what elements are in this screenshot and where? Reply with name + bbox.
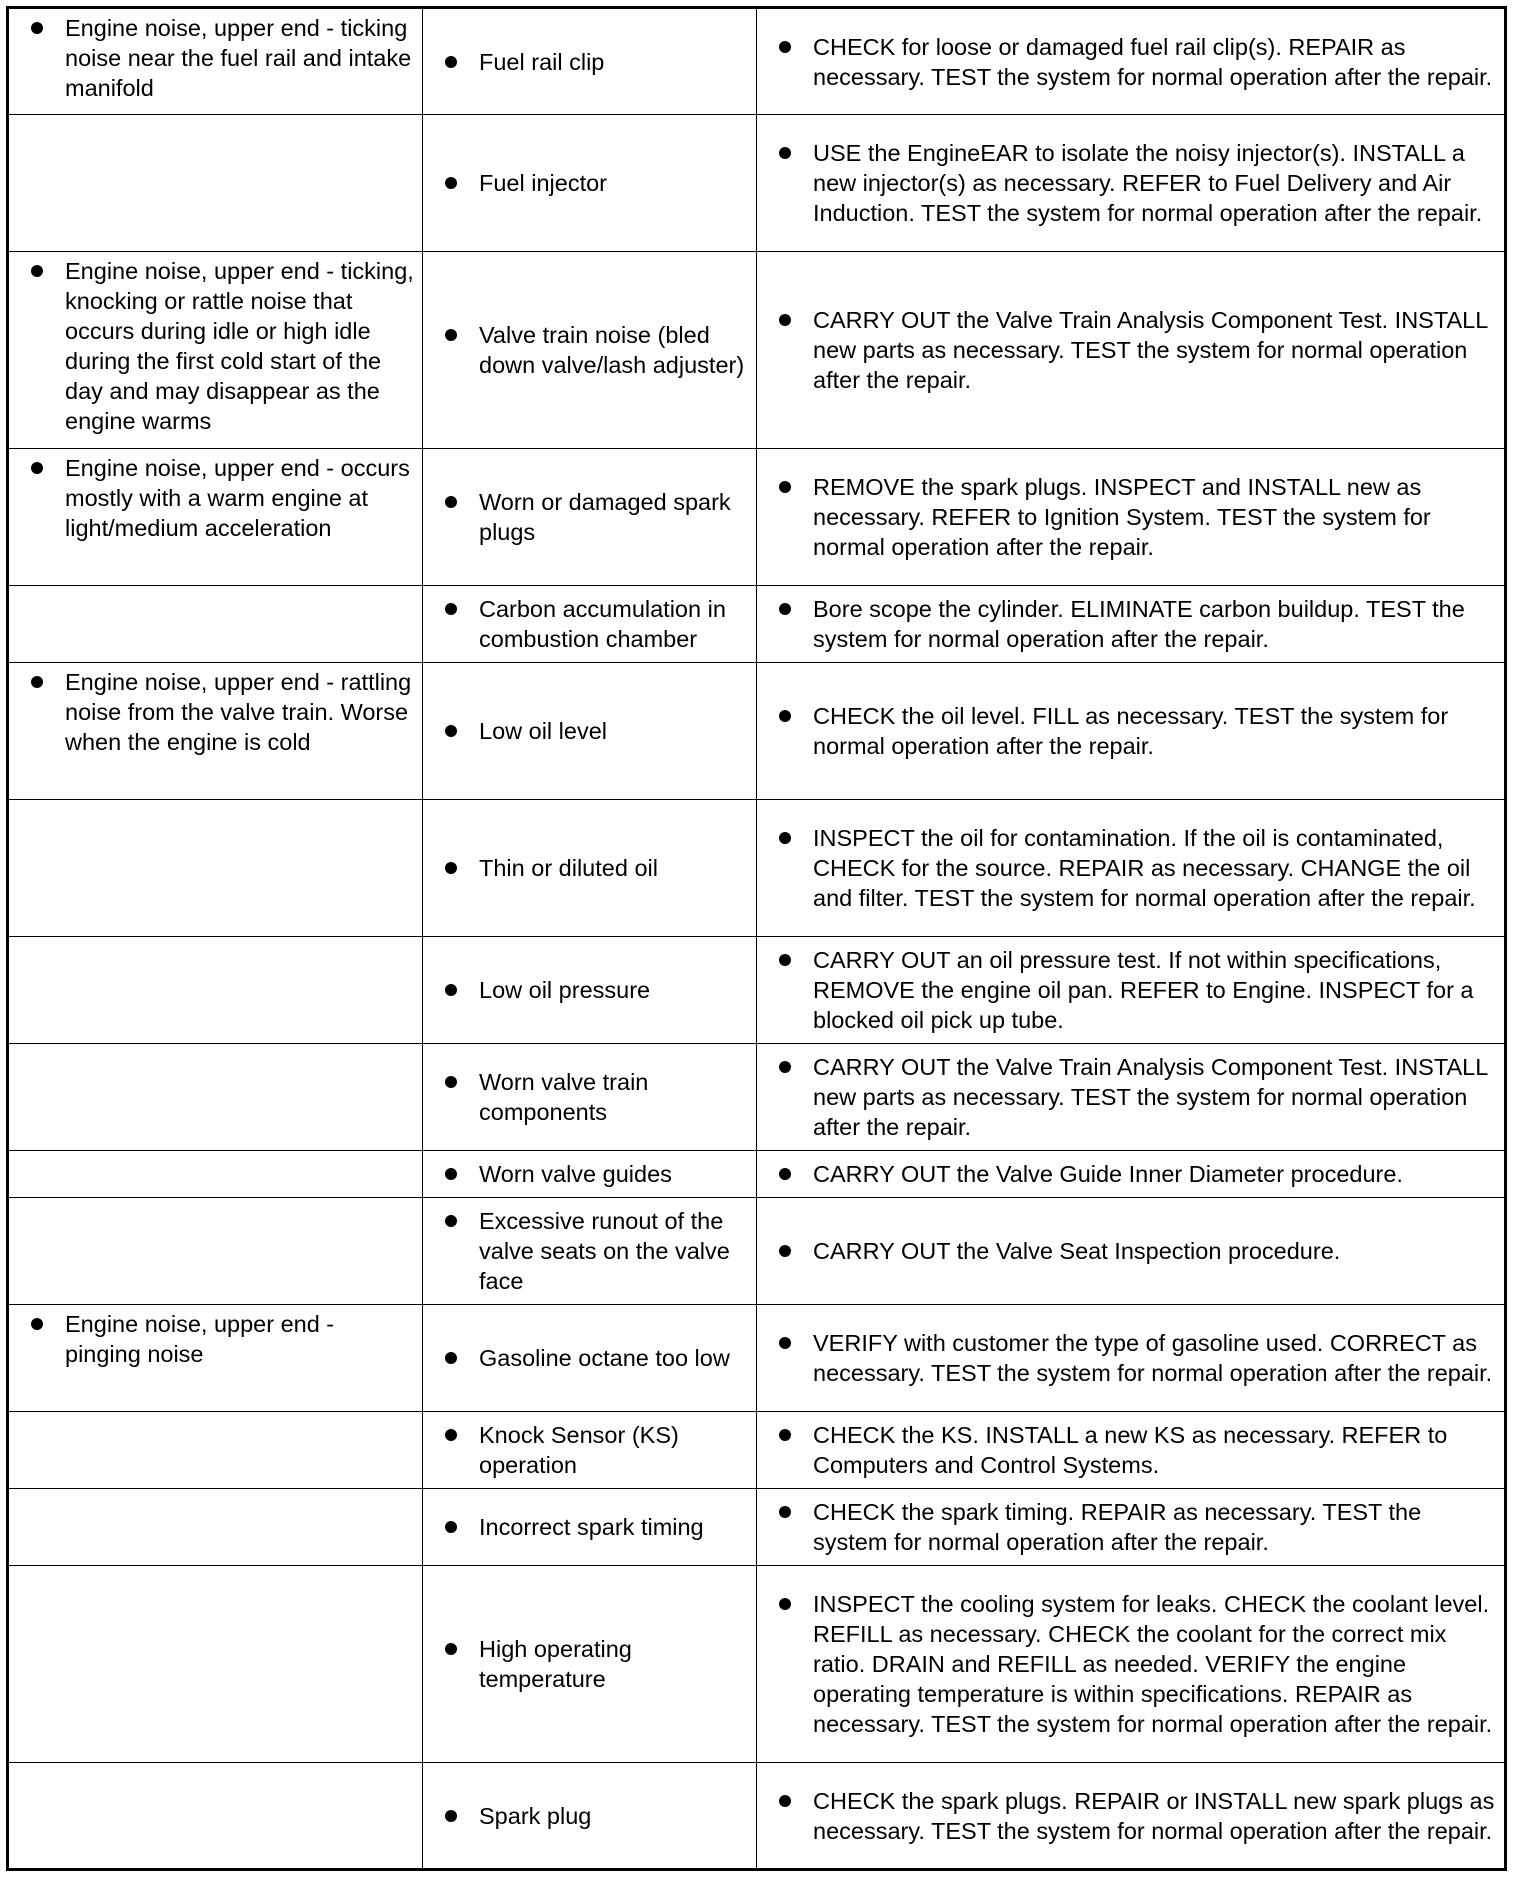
- table-row: [8, 1151, 1506, 1198]
- condition-cell: [8, 8, 423, 115]
- bullet-icon: [779, 314, 791, 326]
- condition-cell: [8, 1044, 423, 1151]
- source-cell: [423, 8, 757, 115]
- bullet-icon: [779, 710, 791, 722]
- bullet-item: [423, 487, 748, 547]
- source-cell: [423, 586, 757, 663]
- bullet-item: [423, 594, 748, 654]
- bullet-item: [423, 1343, 748, 1373]
- bullet-icon: [31, 676, 43, 688]
- table-row: [8, 1566, 1506, 1763]
- bullet-item: [423, 168, 748, 198]
- action-text: USE the EngineEAR to isolate the noisy injector(s). INSTALL a new injector(s) as necessary. REFER to Fuel Delivery and Air Induction. TEST the system for normal operation after the repair.: [813, 140, 1483, 226]
- bullet-icon: [445, 1643, 457, 1655]
- action-cell: [757, 115, 1506, 252]
- source-cell: [423, 1489, 757, 1566]
- source-cell: [423, 449, 757, 586]
- table-row: [8, 937, 1506, 1044]
- table-row: [8, 1305, 1506, 1412]
- action-cell: [757, 1305, 1506, 1412]
- bullet-item: [757, 1328, 1496, 1388]
- source-cell: [423, 1198, 757, 1305]
- table-row: [8, 1044, 1506, 1151]
- bullet-icon: [779, 1337, 791, 1349]
- table-row: [8, 586, 1506, 663]
- action-cell: [757, 8, 1506, 115]
- bullet-item: [423, 1420, 748, 1480]
- source-cell: [423, 1566, 757, 1763]
- bullet-item: [757, 1497, 1496, 1557]
- bullet-icon: [445, 1215, 457, 1227]
- table-row: [8, 1763, 1506, 1870]
- action-text: CHECK for loose or damaged fuel rail clip(s). REPAIR as necessary. TEST the system for normal operation after the repair.: [813, 33, 1493, 90]
- source-text: Fuel injector: [479, 170, 607, 196]
- action-text: INSPECT the cooling system for leaks. CHECK the coolant level. REFILL as necessary. CHECK the coolant for the correct mix ratio. DRAIN and REFILL as needed. VERIFY the engine operating temperature is within specifications. REPAIR as necessary. TEST the system for normal operation after the repair.: [813, 1591, 1493, 1737]
- source-text: High operating temperature: [479, 1636, 632, 1692]
- condition-cell: [8, 1198, 423, 1305]
- bullet-item: [757, 305, 1496, 395]
- bullet-item: [423, 1159, 748, 1189]
- bullet-icon: [445, 329, 457, 341]
- bullet-item: [757, 1159, 1496, 1189]
- bullet-icon: [445, 1521, 457, 1533]
- action-cell: [757, 1151, 1506, 1198]
- source-cell: [423, 115, 757, 252]
- bullet-item: [757, 1786, 1496, 1846]
- source-text: Knock Sensor (KS) operation: [479, 1422, 679, 1478]
- bullet-icon: [779, 1061, 791, 1073]
- action-cell: [757, 800, 1506, 937]
- action-text: CHECK the oil level. FILL as necessary. TEST the system for normal operation after the repair.: [813, 703, 1449, 759]
- bullet-icon: [779, 41, 791, 53]
- bullet-item: [757, 594, 1496, 654]
- source-text: Worn valve train components: [479, 1069, 649, 1125]
- source-text: Gasoline octane too low: [479, 1345, 730, 1371]
- condition-cell: [8, 1412, 423, 1489]
- bullet-item: [9, 13, 414, 103]
- bullet-icon: [31, 462, 43, 474]
- table-row: [8, 800, 1506, 937]
- table-body: [8, 8, 1506, 1870]
- bullet-item: [423, 1801, 748, 1831]
- bullet-icon: [779, 1795, 791, 1807]
- source-cell: [423, 1305, 757, 1412]
- bullet-icon: [445, 177, 457, 189]
- bullet-item: [757, 1589, 1496, 1739]
- bullet-item: [423, 1634, 748, 1694]
- bullet-icon: [779, 1506, 791, 1518]
- condition-text: Engine noise, upper end - ticking noise near the fuel rail and intake manifold: [65, 15, 412, 101]
- bullet-icon: [779, 147, 791, 159]
- source-cell: [423, 1044, 757, 1151]
- bullet-icon: [445, 725, 457, 737]
- table-row: [8, 1489, 1506, 1566]
- bullet-icon: [779, 1168, 791, 1180]
- table-row: [8, 252, 1506, 449]
- condition-cell: [8, 1566, 423, 1763]
- bullet-item: [757, 138, 1496, 228]
- condition-cell: [8, 586, 423, 663]
- action-cell: [757, 937, 1506, 1044]
- condition-text: Engine noise, upper end - occurs mostly with a warm engine at light/medium acceleration: [65, 455, 410, 541]
- source-cell: [423, 252, 757, 449]
- source-text: Worn or damaged spark plugs: [479, 489, 731, 545]
- action-cell: [757, 449, 1506, 586]
- condition-cell: [8, 1489, 423, 1566]
- bullet-icon: [445, 862, 457, 874]
- table-row: [8, 1198, 1506, 1305]
- bullet-icon: [445, 603, 457, 615]
- action-cell: [757, 1489, 1506, 1566]
- action-text: CARRY OUT the Valve Train Analysis Component Test. INSTALL new parts as necessary. TEST the system for normal operation after the repair.: [813, 307, 1488, 393]
- source-cell: [423, 937, 757, 1044]
- table-row: [8, 663, 1506, 800]
- condition-cell: [8, 663, 423, 800]
- source-text: Low oil pressure: [479, 977, 651, 1003]
- source-text: Spark plug: [479, 1802, 592, 1829]
- action-cell: [757, 1763, 1506, 1870]
- action-text: CARRY OUT the Valve Seat Inspection procedure.: [813, 1238, 1341, 1264]
- source-text: Valve train noise (bled down valve/lash adjuster): [479, 322, 745, 378]
- bullet-icon: [445, 1352, 457, 1364]
- bullet-item: [423, 320, 748, 380]
- bullet-item: [9, 256, 414, 436]
- bullet-icon: [779, 832, 791, 844]
- bullet-item: [423, 975, 748, 1005]
- action-text: REMOVE the spark plugs. INSPECT and INSTALL new as necessary. REFER to Ignition System. TEST the system for normal operation after the repair.: [813, 474, 1431, 560]
- bullet-item: [423, 716, 748, 746]
- action-text: INSPECT the oil for contamination. If the oil is contaminated, CHECK for the source. REPAIR as necessary. CHANGE the oil and filter. TEST the system for normal operation after the repair.: [813, 825, 1476, 911]
- bullet-item: [423, 1206, 748, 1296]
- action-cell: [757, 586, 1506, 663]
- bullet-icon: [31, 265, 43, 277]
- bullet-icon: [445, 1168, 457, 1180]
- source-text: Incorrect spark timing: [479, 1514, 704, 1540]
- bullet-item: [9, 453, 414, 543]
- source-text: Fuel rail clip: [479, 48, 605, 75]
- action-cell: [757, 1198, 1506, 1305]
- action-text: Bore scope the cylinder. ELIMINATE carbon buildup. TEST the system for normal operation after the repair.: [813, 596, 1465, 652]
- source-text: Worn valve guides: [479, 1161, 672, 1187]
- action-cell: [757, 1044, 1506, 1151]
- action-text: CARRY OUT the Valve Guide Inner Diameter procedure.: [813, 1161, 1403, 1187]
- bullet-icon: [445, 496, 457, 508]
- bullet-icon: [779, 954, 791, 966]
- bullet-icon: [31, 1318, 43, 1330]
- source-cell: [423, 1151, 757, 1198]
- condition-cell: [8, 937, 423, 1044]
- bullet-item: [423, 1067, 748, 1127]
- condition-cell: [8, 800, 423, 937]
- bullet-icon: [779, 1245, 791, 1257]
- bullet-icon: [779, 603, 791, 615]
- source-cell: [423, 1412, 757, 1489]
- action-cell: [757, 663, 1506, 800]
- condition-text: Engine noise, upper end - rattling noise from the valve train. Worse when the engine is cold: [65, 669, 412, 755]
- bullet-item: [757, 472, 1496, 562]
- condition-cell: [8, 252, 423, 449]
- bullet-item: [423, 853, 748, 883]
- action-text: CHECK the spark timing. REPAIR as necessary. TEST the system for normal operation after the repair.: [813, 1499, 1422, 1555]
- source-cell: [423, 663, 757, 800]
- bullet-item: [757, 1236, 1496, 1266]
- bullet-icon: [445, 984, 457, 996]
- source-cell: [423, 1763, 757, 1870]
- bullet-item: [757, 945, 1496, 1035]
- bullet-item: [757, 1052, 1496, 1142]
- bullet-icon: [445, 1810, 457, 1822]
- action-text: CARRY OUT an oil pressure test. If not within specifications, REMOVE the engine oil pan. REFER to Engine. INSPECT for a blocked oil pick up tube.: [813, 947, 1474, 1033]
- source-cell: [423, 800, 757, 937]
- action-text: CHECK the spark plugs. REPAIR or INSTALL new spark plugs as necessary. TEST the system for normal operation after the repair.: [813, 1787, 1495, 1844]
- bullet-item: [9, 667, 414, 757]
- condition-cell: [8, 1305, 423, 1412]
- table-row: [8, 1412, 1506, 1489]
- bullet-item: [423, 47, 748, 77]
- bullet-icon: [445, 1076, 457, 1088]
- bullet-icon: [445, 1429, 457, 1441]
- bullet-item: [757, 701, 1496, 761]
- table-row: [8, 449, 1506, 586]
- condition-cell: [8, 1151, 423, 1198]
- action-text: CHECK the KS. INSTALL a new KS as necessary. REFER to Computers and Control Systems.: [813, 1422, 1448, 1478]
- bullet-icon: [31, 22, 43, 34]
- condition-text: Engine noise, upper end - pinging noise: [65, 1311, 335, 1367]
- source-text: Excessive runout of the valve seats on the valve face: [479, 1208, 730, 1294]
- bullet-item: [757, 823, 1496, 913]
- action-cell: [757, 1412, 1506, 1489]
- bullet-item: [423, 1512, 748, 1542]
- condition-cell: [8, 115, 423, 252]
- diagnostic-table: [6, 6, 1507, 1871]
- table-row: [8, 115, 1506, 252]
- bullet-icon: [445, 56, 457, 68]
- action-text: CARRY OUT the Valve Train Analysis Component Test. INSTALL new parts as necessary. TEST the system for normal operation after the repair.: [813, 1054, 1488, 1140]
- bullet-icon: [779, 1598, 791, 1610]
- condition-cell: [8, 449, 423, 586]
- bullet-icon: [779, 1429, 791, 1441]
- bullet-icon: [779, 481, 791, 493]
- source-text: Thin or diluted oil: [479, 855, 658, 881]
- bullet-item: [757, 1420, 1496, 1480]
- table-row: [8, 8, 1506, 115]
- condition-text: Engine noise, upper end - ticking, knocking or rattle noise that occurs during idle or high idle during the first cold start of the day and may disappear as the engine warms: [65, 258, 414, 434]
- action-cell: [757, 252, 1506, 449]
- action-cell: [757, 1566, 1506, 1763]
- bullet-item: [9, 1309, 414, 1369]
- action-text: VERIFY with customer the type of gasoline used. CORRECT as necessary. TEST the system for normal operation after the repair.: [813, 1330, 1493, 1386]
- bullet-item: [757, 32, 1496, 92]
- source-text: Carbon accumulation in combustion chamber: [479, 596, 726, 652]
- condition-cell: [8, 1763, 423, 1870]
- source-text: Low oil level: [479, 718, 608, 744]
